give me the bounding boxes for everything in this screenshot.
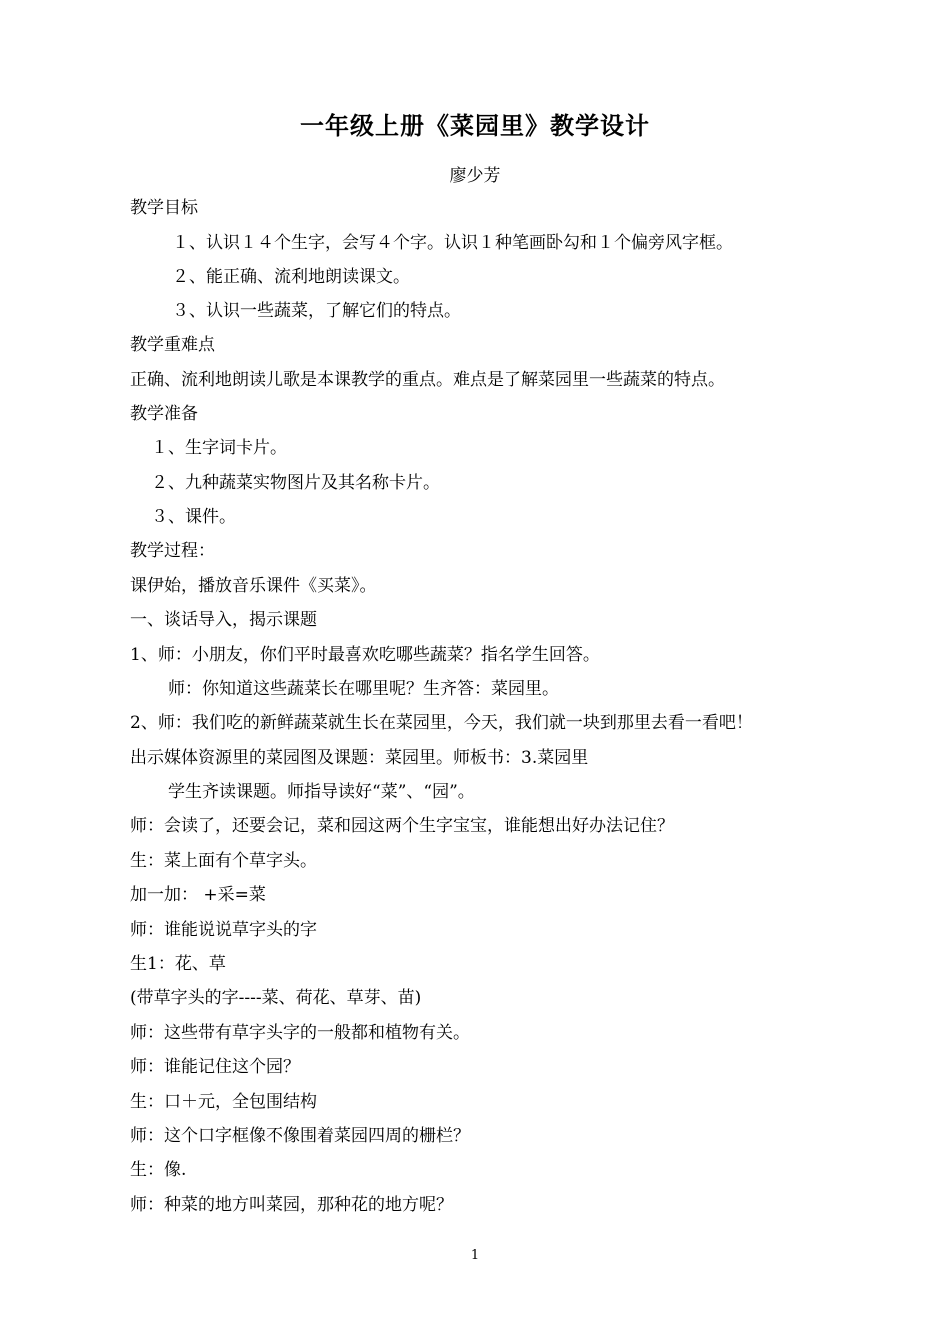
subsection-heading: 一、谈话导入，揭示课题 bbox=[130, 610, 317, 630]
paragraph-line: 师：这些带有草字头字的一般都和植物有关。 bbox=[130, 1023, 470, 1043]
paragraph-line: 加一加： +采=菜 bbox=[130, 885, 266, 905]
paragraph-line: １、认识１４个生字，会写４个字。认识１种笔画卧勾和１个偏旁风字框。 bbox=[172, 233, 733, 253]
paragraph-line: 2、师：我们吃的新鲜蔬菜就生长在菜园里，今天，我们就一块到那里去看一看吧！ bbox=[130, 713, 753, 733]
paragraph-line: ３、课件。 bbox=[151, 507, 236, 527]
section-heading-process: 教学过程： bbox=[130, 541, 215, 561]
paragraph-line: 生：像. bbox=[130, 1160, 187, 1180]
paragraph-line: 师：谁能记住这个园？ bbox=[130, 1057, 300, 1077]
paragraph-line: 生1：花、草 bbox=[130, 954, 226, 974]
paragraph-line: (带草字头的字----菜、荷花、草芽、苗) bbox=[130, 988, 422, 1008]
author-name: 廖少芳 bbox=[449, 166, 501, 186]
paragraph-line: 师：会读了，还要会记，菜和园这两个生字宝宝，谁能想出好办法记住？ bbox=[130, 816, 674, 836]
section-heading-preparation: 教学准备 bbox=[130, 404, 198, 424]
paragraph-line: 师：你知道这些蔬菜长在哪里呢？生齐答：菜园里。 bbox=[168, 679, 559, 699]
paragraph-line: 生：口＋元，全包围结构 bbox=[130, 1092, 317, 1112]
paragraph-line: １、生字词卡片。 bbox=[151, 438, 287, 458]
paragraph-line: ３、认识一些蔬菜，了解它们的特点。 bbox=[172, 301, 461, 321]
paragraph-line: ２、九种蔬菜实物图片及其名称卡片。 bbox=[151, 473, 440, 493]
paragraph-line: 正确、流利地朗读儿歌是本课教学的重点。难点是了解菜园里一些蔬菜的特点。 bbox=[130, 370, 725, 390]
paragraph-line: 学生齐读课题。师指导读好“菜”、“园”。 bbox=[168, 782, 475, 802]
document-title: 一年级上册《菜园里》教学设计 bbox=[300, 111, 650, 140]
page-number: 1 bbox=[470, 1248, 480, 1263]
paragraph-line: 师：这个口字框像不像围着菜园四周的栅栏？ bbox=[130, 1126, 470, 1146]
section-heading-goals: 教学目标 bbox=[130, 198, 198, 218]
paragraph-line: 师：种菜的地方叫菜园，那种花的地方呢？ bbox=[130, 1195, 453, 1215]
paragraph-line: 出示媒体资源里的菜园图及课题：菜园里。师板书：3.菜园里 bbox=[130, 748, 589, 768]
paragraph-line: 1、师：小朋友，你们平时最喜欢吃哪些蔬菜？指名学生回答。 bbox=[130, 645, 600, 665]
section-heading-key-points: 教学重难点 bbox=[130, 335, 215, 355]
paragraph-line: ２、能正确、流利地朗读课文。 bbox=[172, 267, 410, 287]
paragraph-line: 生：菜上面有个草字头。 bbox=[130, 851, 317, 871]
paragraph-line: 课伊始，播放音乐课件《买菜》。 bbox=[130, 576, 377, 596]
paragraph-line: 师：谁能说说草字头的字 bbox=[130, 920, 317, 940]
